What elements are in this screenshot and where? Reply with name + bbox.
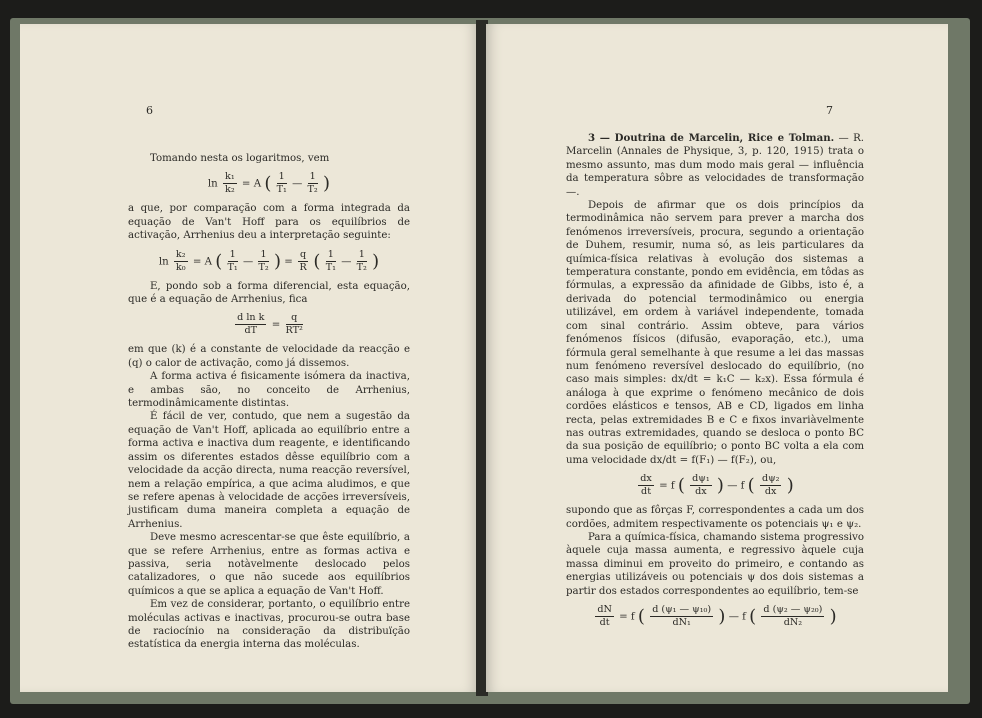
left-page-text xyxy=(128,152,410,652)
paragraph: em que (k) é a constante de velocidade da reacção e (q) o calor de activação, como já dissemos. xyxy=(128,344,410,369)
equation-3: $\frac{\text{d ln k}}{dT}$ = $\frac{q}{\text{RT²}}$ xyxy=(237,312,303,337)
paragraph: A forma activa é fisicamente isómera da inactiva, e ambas são, no conceito de Arrhenius, termodinâmicamente distintas. xyxy=(128,371,410,410)
equation-1: $\frac{dx}{dt}$ = f ( $\frac{\text{dψ₁}}{dx}$ ) — f ( $\frac{\text{dψ₂}}{dx}$ ) xyxy=(640,473,794,498)
page-number: 7 xyxy=(826,104,833,117)
paragraph: É fácil de ver, contudo, que nem a sugestão da equação de Van't Hoff, aplicada ao equilíbrio entre a forma activa e inactiva dum reagente, e identificando assim os diferentes estados dêsse equilíbrio com a velocidade da acção directa, numa reacção reversível, nem a relação empírica, a que acima aludimos, e que se refere apenas à velocidade de acções irreversíveis, justificam duma maneira completa a equação de Arrhenius. xyxy=(128,411,410,530)
paragraph: E, pondo sob a forma diferencial, esta equação, que é a equação de Arrhenius, fica xyxy=(128,280,410,306)
left-page xyxy=(20,24,478,692)
paragraph: 3 — Doutrina de Marcelin, Rice e Tolman. — R. Marcelin (Annales de Physique, 3, p. 120, 1915) trata o mesmo assunto, mas dum modo mais geral — influência da temperatura sôbre as velocidades de transformação —. xyxy=(566,132,864,198)
equation-2: $\frac{dN}{dt}$ = f ( $\frac{\text{d (ψ₁ — ψ₁₀)}}{\text{dN₁}}$ ) — f ( $\frac{\text{d (ψ₂ — ψ₂₀)}}{\text{dN₂}}$ ) xyxy=(597,604,837,628)
paragraph: a que, por comparação com a forma integrada da equação de Van't Hoff para os equilíbrios de activação, Arrhenius deu a interpretação seguinte: xyxy=(128,203,410,242)
paragraph: Em vez de considerar, portanto, o equilíbrio entre moléculas activas e inactivas, procurou-se outra base de raciocínio na consideração da distribuïção estatística da energia interna das moléculas. xyxy=(128,599,410,651)
equation-2: ln $\frac{\text{k₂}}{\text{k₀}}$ = A ( $\frac{1}{\text{T₁}}$ — $\frac{1}{\text{T₂}}$ ) = $\frac{q}{R}$ ( $\frac{1}{\text{T₁}}$ — $\frac{1}{\text{T₂}}$ ) xyxy=(158,248,380,273)
page-number: 6 xyxy=(146,104,153,117)
paragraph: Depois de afirmar que os dois princípios da termodinâmica não servem para prever a marcha dos fenómenos irreversíveis, procura, segundo a orientação de Duhem, resumir, numa só, as leis particulares da química-física relativas à evolução dos sistemas a temperatura constante, pondo em evidência, em tôdas as fórmulas, a expressão da afinidade de Gibbs, isto é, a derivada do potencial termodinâmico ou energia utilizável, em ordem à variável independente, tomada com sinal contrário. Assim obteve, para vários fenómenos físicos (difusão, evaporação, etc.), uma fórmula geral semelhante à que resume a lei das massas num fenómeno reversível deslocado do equilíbrio, (no caso mais simples: dx/dt = k₁C — k₂x). Essa fórmula é análoga à que exprime o fenómeno mecânico de dois cordões elásticos e tensos, AB e CD, ligados em linha recta, pelas extremidades B e C e fixos invariàvelmente nas outras extremidades, quando se desloca o ponto BC da sua posição de equilíbrio; o ponto BC volta a ela com uma velocidade dx/dt = f(F₁) — f(F₂), ou, xyxy=(566,200,865,466)
paragraph: Para a química-física, chamando sistema progressivo àquele cuja massa aumenta, e regressivo àquele cuja massa diminui em proveito do primeiro, e contando as energias utilizáveis ou potenciais ψ dos dois sistemas a partir dos estados correspondentes ao equilíbrio, tem-se xyxy=(566,531,864,597)
right-page-text xyxy=(566,132,864,635)
equation-1: ln $\frac{\text{k₁}}{\text{k₂}}$ = A ( $\frac{1}{\text{T₁}}$ — $\frac{1}{\text{T₂}}$ ) xyxy=(207,171,331,196)
section-heading: 3 — Doutrina de Marcelin, Rice e Tolman. xyxy=(588,132,835,144)
right-page xyxy=(486,24,948,692)
paragraph: Deve mesmo acrescentar-se que êste equilíbrio, a que se refere Arrhenius, entre as formas activa e passiva, seria notàvelmente deslocado pelos catalizadores, o que não sucede aos equilíbrios químicos a que se aplica a equação de Van't Hoff. xyxy=(128,532,410,597)
paragraph: Tomando nesta os logaritmos, vem xyxy=(150,153,330,164)
paragraph: supondo que as fôrças F, correspondentes a cada um dos cordões, admitem respectivamente os potenciais ψ₁ e ψ₂. xyxy=(566,505,864,530)
